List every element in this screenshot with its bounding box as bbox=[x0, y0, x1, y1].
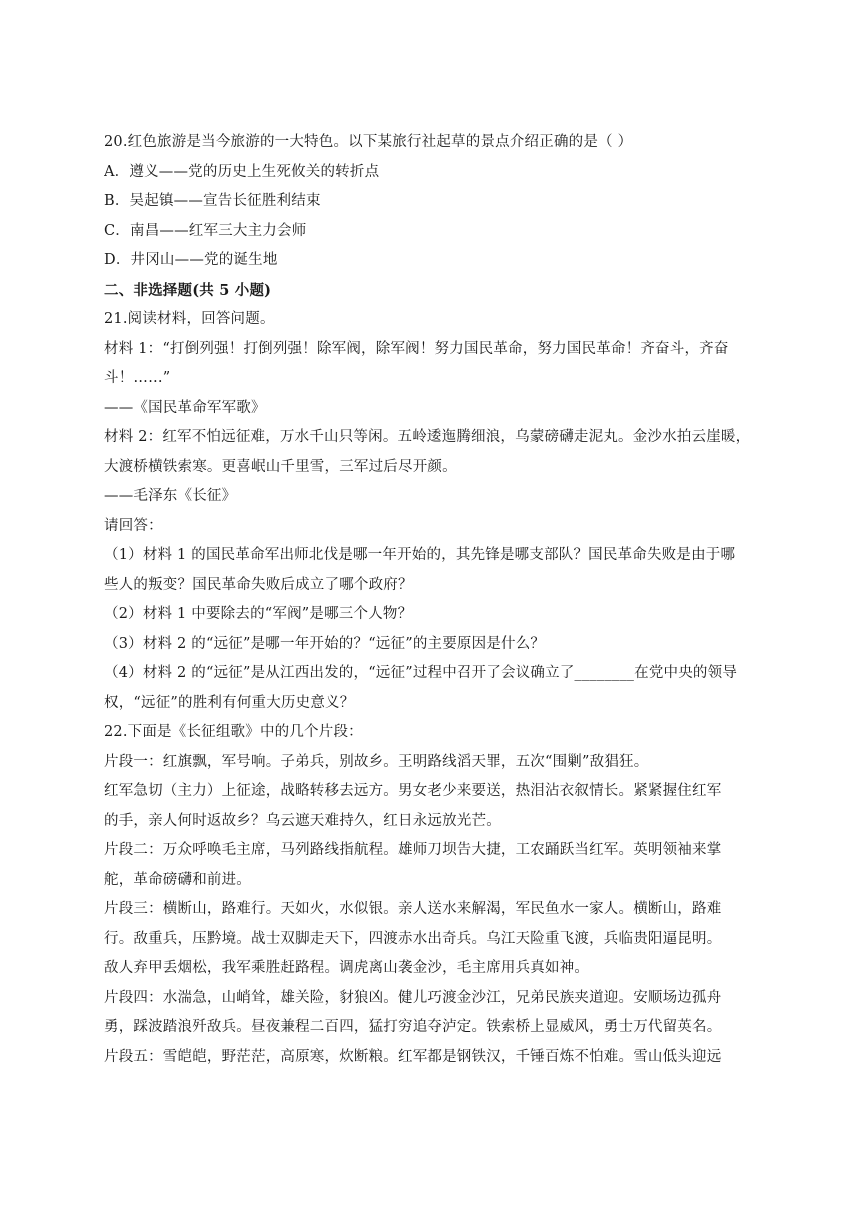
question-20-option-c: C．南昌——红军三大主力会师 bbox=[104, 222, 307, 239]
fragment-1-line-1: 片段一：红旗飘，军号响。子弟兵，别故乡。王明路线滔天罪，五次“围剿”敌猖狂。 bbox=[104, 753, 649, 770]
question-20-option-a: A．遵义——党的历史上生死攸关的转折点 bbox=[104, 163, 380, 180]
question-22-stem: 22.下面是《长征组歌》中的几个片段： bbox=[104, 724, 363, 740]
material-1-line-1: 材料 1：“打倒列强！打倒列强！除军阀，除军阀！努力国民革命，努力国民革命！齐奋斗，齐奋 bbox=[104, 340, 729, 357]
fragment-3-line-1: 片段三：横断山，路难行。天如火，水似银。亲人送水来解渴，军民鱼水一家人。横断山，路难 bbox=[104, 901, 722, 917]
fragment-4-line-2: 勇，踩波踏浪歼敌兵。昼夜兼程二百四，猛打穷追夺泸定。铁索桥上显威风，勇士万代留英名。 bbox=[104, 1019, 722, 1035]
section-heading: 二、非选择题(共 5 小题) bbox=[104, 281, 272, 299]
fragment-3-line-2: 行。敌重兵，压黔境。战士双脚走天下，四渡赤水出奇兵。乌江天险重飞渡，兵临贵阳逼昆明。 bbox=[104, 930, 722, 947]
document-page bbox=[104, 128, 764, 1072]
material-2-line-1: 材料 2：红军不怕远征难，万水千山只等闲。五岭逶迤腾细浪，乌蒙磅礴走泥丸。金沙水拍云崖暖， bbox=[104, 429, 751, 445]
material-1-line-2: 斗！……” bbox=[104, 370, 171, 386]
material-2-line-2: 大渡桥横铁索寒。更喜岷山千里雪，三军过后尽开颜。 bbox=[104, 458, 457, 475]
sub-question-4-line-1: （4）材料 2 的“远征”是从江西出发的，“远征”过程中召开了会议确立了________在党中央的领导 bbox=[104, 665, 738, 681]
question-20-stem: 20.红色旅游是当今旅游的一大特色。以下某旅行社起草的景点介绍正确的是（ ） bbox=[104, 134, 633, 150]
question-21-stem: 21.阅读材料，回答问题。 bbox=[104, 311, 275, 327]
material-1-source: ——《国民革命军军歌》 bbox=[104, 399, 266, 416]
question-20-option-d: D．井冈山——党的诞生地 bbox=[104, 252, 278, 268]
fragment-1-line-2: 红军急切（主力）上征途，战略转移去远方。男女老少来要送，热泪沾衣叙情长。紧紧握住红军 bbox=[104, 783, 722, 799]
sub-question-2: （2）材料 1 中要除去的“军阀”是哪三个人物？ bbox=[104, 606, 413, 622]
fragment-1-line-3: 的手，亲人何时返故乡？乌云遮天难持久，红日永远放光芒。 bbox=[104, 812, 501, 829]
sub-question-1-line-1: （1）材料 1 的国民革命军出师北伐是哪一年开始的，其先锋是哪支部队？国民革命失败是由于哪 bbox=[104, 547, 736, 563]
fragment-2-line-2: 舵，革命磅礴和前进。 bbox=[104, 871, 251, 888]
fragment-2-line-1: 片段二：万众呼唤毛主席，马列路线指航程。雄师刀坝告大捷，工农踊跃当红军。英明领袖来掌 bbox=[104, 842, 722, 858]
material-2-source: ——毛泽东《长征》 bbox=[104, 488, 237, 504]
answer-prompt: 请回答： bbox=[104, 517, 163, 534]
fragment-4-line-1: 片段四：水湍急，山峭耸，雄关险，豺狼凶。健儿巧渡金沙江，兄弟民族夹道迎。安顺场边孤舟 bbox=[104, 989, 722, 1006]
fragment-5-line-1: 片段五：雪皑皑，野茫茫，高原寒，炊断粮。红军都是钢铁汉，千锤百炼不怕难。雪山低头迎远 bbox=[104, 1048, 722, 1065]
fragment-3-line-3: 敌人弃甲丢烟松，我军乘胜赶路程。调虎离山袭金沙，毛主席用兵真如神。 bbox=[104, 960, 590, 976]
sub-question-4-line-2: 权，“远征”的胜利有何重大历史意义？ bbox=[104, 694, 355, 711]
question-20-option-b: B．吴起镇——宣告长征胜利结束 bbox=[104, 193, 321, 209]
sub-question-3: （3）材料 2 的“远征”是哪一年开始的？“远征”的主要原因是什么？ bbox=[104, 635, 546, 652]
sub-question-1-line-2: 些人的叛变？国民革命失败后成立了哪个政府？ bbox=[104, 576, 413, 593]
